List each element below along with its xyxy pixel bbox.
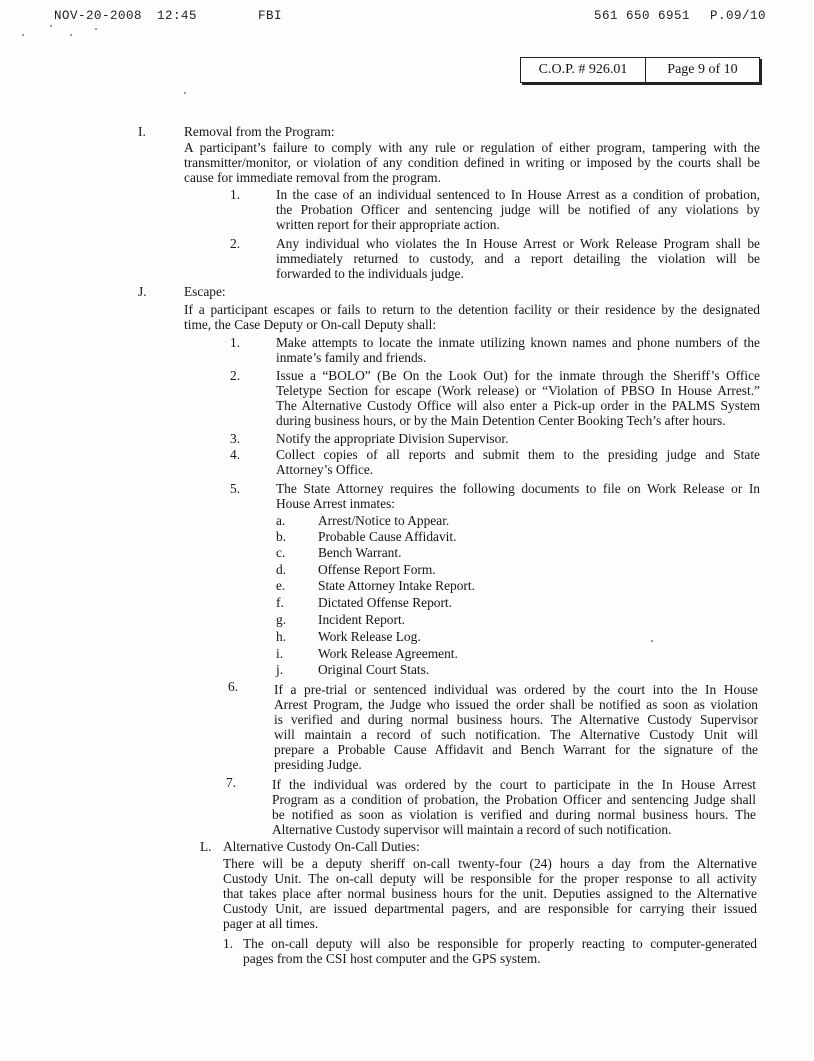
section-i-item-line: Any individual who violates the In House Arrest or Work Release Program shall be: [276, 236, 760, 251]
fax-time: 12:45: [157, 9, 198, 23]
document-letter: b.: [276, 529, 287, 544]
section-j-item-line: House Arrest inmates:: [276, 496, 396, 511]
section-i-para-line: A participant’s failure to comply with any rule or regulation of either program, tampering with the: [184, 140, 760, 155]
section-j-item-line: Issue a “BOLO” (Be On the Look Out) for the inmate through the Sheriff’s Office: [276, 368, 760, 383]
document-item: Work Release Log.: [318, 629, 421, 644]
document-item: Work Release Agreement.: [318, 646, 458, 661]
section-j-item-line: Notify the appropriate Division Supervisor.: [276, 431, 509, 446]
section-i-item-line: immediately returned to custody, and a report detailing the violation will be: [276, 251, 760, 266]
cop-number: C.O.P. # 926.01: [521, 58, 646, 82]
document-letter: e.: [276, 578, 286, 593]
document-item: Dictated Offense Report.: [318, 595, 452, 610]
section-j-item-line: be notified as soon as violation is verified and during normal business hours. The: [272, 807, 756, 822]
section-l-item-number: 1.: [223, 936, 234, 951]
section-j-item-line: prepare a Probable Cause Affidavit and Bench Warrant for the signature of the: [274, 742, 758, 757]
section-l-para-line: There will be a deputy sheriff on-call twenty-four (24) hours a day from the Alternative: [223, 856, 757, 871]
scan-speck: [50, 25, 52, 27]
section-j-item-line: If a pre-trial or sentenced individual was ordered by the court into the In House: [274, 682, 758, 697]
section-j-item-line: presiding Judge.: [274, 757, 362, 772]
document-letter: d.: [276, 562, 287, 577]
section-i-marker: I.: [138, 124, 146, 139]
section-j-item-line: inmate’s family and friends.: [276, 350, 427, 365]
section-i-item-number: 1.: [230, 187, 241, 202]
section-j-title: Escape:: [184, 284, 226, 299]
document-item: State Attorney Intake Report.: [318, 578, 475, 593]
section-i-item-line: forwarded to the individuals judge.: [276, 266, 464, 281]
section-j-item-line: is verified and during normal business hours. The Alternative Custody Supervisor: [274, 712, 758, 727]
section-l-item-line: pages from the CSI host computer and the GPS system.: [243, 951, 541, 966]
section-j-item-line: The Alternative Custody Office will also enter a Pick-up order in the PALMS System: [276, 398, 760, 413]
section-j-marker: J.: [138, 284, 147, 299]
document-letter: g.: [276, 612, 287, 627]
section-j-item-line: Make attempts to locate the inmate utilizing known names and phone numbers of the: [276, 335, 760, 350]
section-j-item-number: 6.: [228, 679, 239, 694]
fax-date: NOV-20-2008: [54, 9, 143, 23]
section-i-item-number: 2.: [230, 236, 241, 251]
document-item: Probable Cause Affidavit.: [318, 529, 457, 544]
section-l-para-line: pager at all times.: [223, 916, 319, 931]
document-letter: c.: [276, 545, 286, 560]
section-l-para-line: Custody Unit, are issued departmental pagers, and are responsible for carrying their issued: [223, 901, 757, 916]
document-item: Bench Warrant.: [318, 545, 402, 560]
section-i-para-line: transmitter/monitor, or violation of any condition defined in writing or imposed by the courts shall be: [184, 155, 760, 170]
section-j-item-line: will maintain a record of such notification. The Alternative Custody Unit will: [274, 727, 758, 742]
section-j-item-line: Alternative Custody supervisor will maintain a record of such notification.: [272, 822, 672, 837]
section-j-item-line: Attorney’s Office.: [276, 462, 374, 477]
document-letter: a.: [276, 513, 286, 528]
section-j-item-line: Arrest Program, the Judge who issued the order shall be notified as soon as violation: [274, 697, 758, 712]
document-letter: f.: [276, 595, 284, 610]
document-item: Incident Report.: [318, 612, 406, 627]
section-l-item-line: The on-call deputy will also be responsible for properly reacting to computer-generated: [243, 936, 757, 951]
section-j-item-number: 4.: [230, 447, 241, 462]
scan-speck: [70, 34, 72, 36]
section-j-item-number: 2.: [230, 368, 241, 383]
section-l-title: Alternative Custody On-Call Duties:: [223, 839, 420, 854]
section-l-marker: L.: [200, 839, 212, 854]
fax-sender: FBI: [258, 9, 283, 23]
section-i-title: Removal from the Program:: [184, 124, 335, 139]
section-j-item-line: If the individual was ordered by the court to participate in the In House Arrest: [272, 777, 756, 792]
section-j-item-line: during business hours, or by the Main Detention Center Booking Tech’s after hours.: [276, 413, 726, 428]
section-i-item-line: written report for their appropriate action.: [276, 217, 500, 232]
section-j-item-line: Teletype Section for escape (Work release) or “Violation of PBSO In House Arrest.”: [276, 383, 760, 398]
section-j-item-line: The State Attorney requires the following documents to file on Work Release or In: [276, 481, 760, 496]
scan-speck: [651, 640, 653, 642]
section-j-item-line: Collect copies of all reports and submit them to the presiding judge and State: [276, 447, 760, 462]
page-indicator: Page 9 of 10: [667, 62, 738, 77]
section-j-para-line: time, the Case Deputy or On-call Deputy shall:: [184, 317, 437, 332]
section-l-para-line: that takes place after normal business hours for the unit. Deputies assigned to the Alternative: [223, 886, 757, 901]
document-letter: h.: [276, 629, 287, 644]
scan-speck: [22, 34, 24, 36]
section-j-item-line: Program as a condition of probation, the Probation Officer and sentencing Judge shall: [272, 792, 756, 807]
section-i-para-line: cause for immediate removal from the program.: [184, 170, 441, 185]
section-j-item-number: 1.: [230, 335, 241, 350]
document-letter: i.: [276, 646, 284, 661]
document-letter: j.: [276, 662, 284, 677]
section-i-item-line: the Probation Officer and sentencing judge will be notified of any violations by: [276, 202, 760, 217]
section-j-item-number: 5.: [230, 481, 241, 496]
document-item: Offense Report Form.: [318, 562, 436, 577]
fax-page: P.09/10: [710, 9, 767, 23]
scan-speck: [95, 28, 97, 30]
document-item: Original Court Stats.: [318, 662, 430, 677]
section-j-item-number: 7.: [226, 775, 237, 790]
scan-speck: [184, 92, 186, 94]
section-i-item-line: In the case of an individual sentenced to In House Arrest as a condition of probation,: [276, 187, 760, 202]
cop-header-box: [520, 57, 760, 83]
section-l-para-line: Custody Unit. The on-call deputy will be responsible for the proper response to all activity: [223, 871, 757, 886]
section-j-para-line: If a participant escapes or fails to return to the detention facility or their residence by the designated: [184, 302, 760, 317]
section-j-item-number: 3.: [230, 431, 241, 446]
fax-phone: 561 650 6951: [594, 9, 691, 23]
document-item: Arrest/Notice to Appear.: [318, 513, 450, 528]
